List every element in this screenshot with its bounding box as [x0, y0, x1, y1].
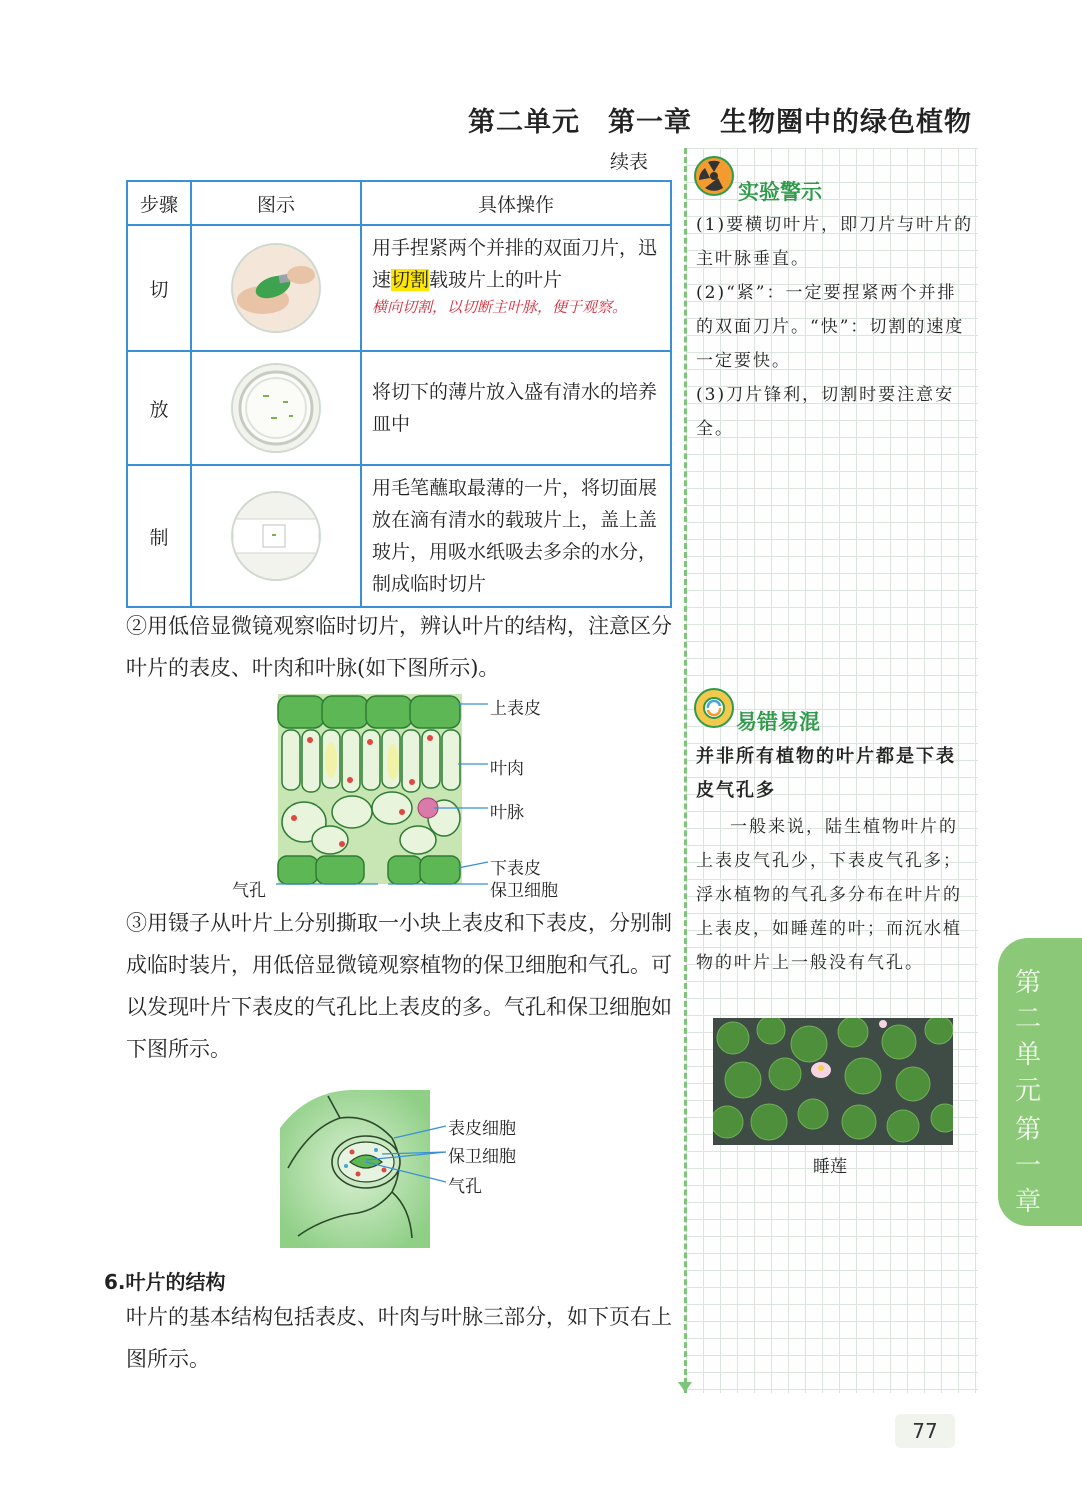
label-stoma-2: 气孔 — [448, 1177, 482, 1197]
warning-item: (2)“紧”：一定要捏紧两个并排的双面刀片。“快”：切割的速度一定要快。 — [696, 283, 965, 371]
label-stoma: 气孔 — [232, 881, 266, 901]
table-header-illustration: 图示 — [191, 181, 361, 225]
tab-unit-label: 第二单元 — [1014, 968, 1041, 1106]
page-number: 77 — [895, 1414, 955, 1448]
table-row — [127, 225, 671, 351]
label-guard-cell: 保卫细胞 — [490, 881, 558, 901]
confusion-subtitle: 并非所有植物的叶片都是下表皮气孔多 — [696, 746, 956, 801]
warning-list — [696, 208, 974, 446]
divider-arrow-icon — [678, 1382, 692, 1392]
table-row — [127, 465, 671, 607]
illustration-cell — [191, 225, 361, 351]
step-cell: 切 — [127, 225, 191, 351]
radiation-warning-icon — [694, 156, 734, 196]
warning-title: 实验警示 — [738, 180, 822, 204]
refresh-alert-icon — [694, 688, 734, 728]
warning-item: (3)刀片锋利，切割时要注意安全。 — [696, 385, 955, 439]
step-2-paragraph: ②用低倍显微镜观察临时切片，辨认叶片的结构，注意区分叶片的表皮、叶肉和叶脉(如下图所示)。 — [126, 614, 672, 680]
handwritten-note: 横向切割，以切断主叶脉，便于观察。 — [372, 298, 628, 316]
photo-caption: 睡莲 — [813, 1157, 847, 1177]
operation-cell: 将切下的薄片放入盛有清水的培养皿中 — [361, 351, 671, 465]
operation-text-end: 载玻片上的叶片 — [429, 269, 563, 291]
tab-chapter-label: 第一章 — [1014, 1115, 1041, 1217]
step-cell: 制 — [127, 465, 191, 607]
operation-cell — [361, 225, 671, 351]
table-header-row — [127, 181, 671, 225]
label-guard-cell-2: 保卫细胞 — [448, 1147, 516, 1167]
confusion-title: 易错易混 — [736, 710, 820, 734]
label-epidermal-cell: 表皮细胞 — [448, 1119, 516, 1139]
step-cell: 放 — [127, 351, 191, 465]
section-paragraph: 叶片的基本结构包括表皮、叶肉与叶脉三部分，如下页右上图所示。 — [126, 1305, 672, 1371]
section-title: 6.叶片的结构 — [104, 1270, 226, 1294]
cutting-leaf-illustration — [231, 243, 321, 333]
label-mesophyll: 叶肉 — [490, 759, 524, 779]
petri-dish-illustration — [231, 363, 321, 453]
label-vein: 叶脉 — [490, 803, 524, 823]
step-3-paragraph: ③用镊子从叶片上分别撕取一小块上表皮和下表皮，分别制成临时装片，用低倍显微镜观察植物的保卫细胞和气孔。可以发现叶片下表皮的气孔比上表皮的多。气孔和保卫细胞如下图所示。 — [126, 911, 672, 1061]
operation-highlight: 切割 — [391, 269, 430, 291]
label-lower-epidermis: 下表皮 — [490, 859, 541, 879]
warning-item: (1)要横切叶片，即刀片与叶片的主叶脉垂直。 — [696, 215, 974, 269]
table-header-operation: 具体操作 — [361, 181, 671, 225]
slide-illustration — [231, 491, 321, 581]
water-lily-photo — [713, 1018, 953, 1145]
operation-cell: 用毛笔蘸取最薄的一片，将切面展放在滴有清水的载玻片上，盖上盖玻片，用吸水纸吸去多余的水分，制成临时切片 — [361, 465, 671, 607]
table-continued-label: 续表 — [610, 151, 649, 173]
label-upper-epidermis: 上表皮 — [490, 699, 541, 719]
leaf-cross-section-diagram — [222, 690, 582, 900]
table-row — [127, 351, 671, 465]
page-header-title: 第二单元 第一章 生物圈中的绿色植物 — [468, 107, 972, 138]
confusion-text: 一般来说，陆生植物叶片的上表皮气孔少，下表皮气孔多；浮水植物的气孔多分布在叶片的上表皮，如睡莲的叶；而沉水植物的叶片上一般没有气孔。 — [696, 817, 962, 973]
procedure-table — [126, 180, 672, 608]
operation-text: 用手捏紧两个并排的双面刀片，迅速 — [372, 237, 658, 291]
illustration-cell — [191, 351, 361, 465]
illustration-cell — [191, 465, 361, 607]
stoma-diagram — [280, 1088, 580, 1250]
table-header-step: 步骤 — [127, 181, 191, 225]
sidebar-divider — [684, 148, 687, 1393]
